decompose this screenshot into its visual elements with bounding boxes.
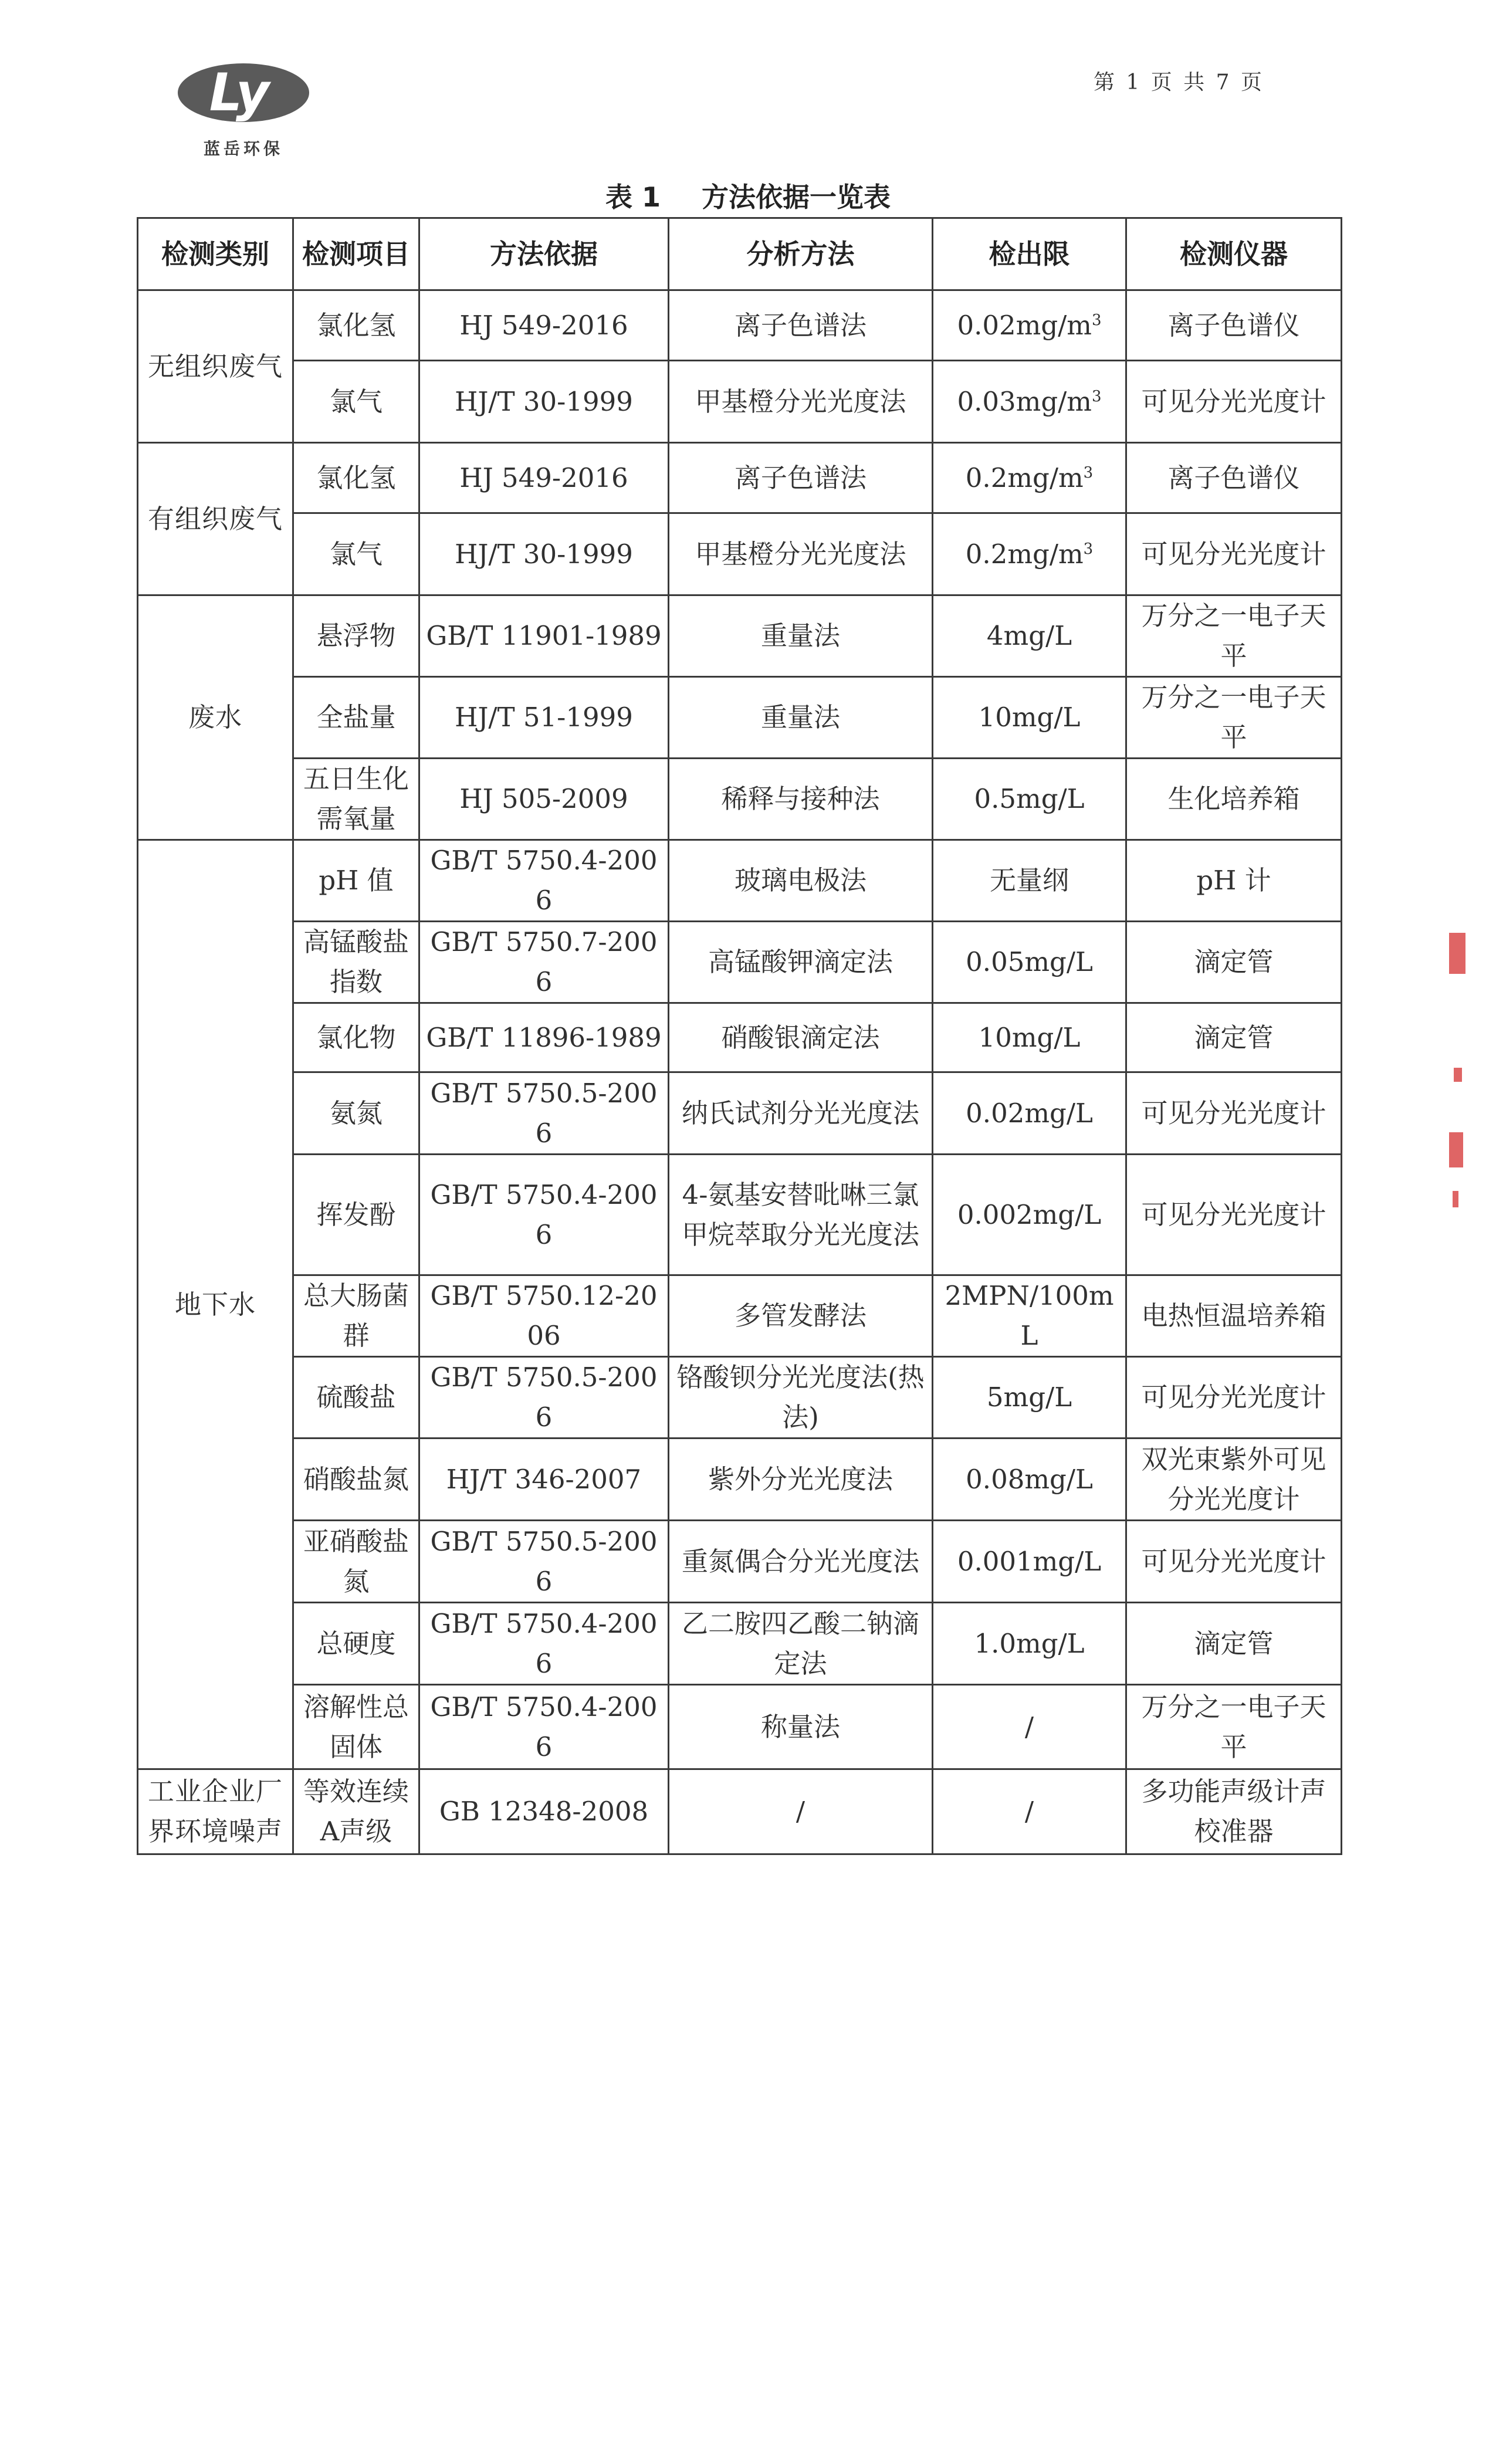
standard-cell: GB/T 5750.5-2006 <box>419 1521 669 1603</box>
category-cell: 有组织废气 <box>138 443 293 595</box>
method-cell: 重氮偶合分光光度法 <box>669 1521 933 1603</box>
standard-cell: HJ 505-2009 <box>419 759 669 840</box>
limit-cell: 5mg/L <box>933 1357 1126 1439</box>
table-row <box>138 290 1342 361</box>
limit-cell: 0.002mg/L <box>933 1155 1126 1275</box>
limit-cell: $0.02mg/m^3$ <box>933 290 1126 361</box>
method-cell: 紫外分光光度法 <box>669 1439 933 1521</box>
limit-cell: 4mg/L <box>933 595 1126 677</box>
table-row <box>138 759 1342 840</box>
category-cell: 地下水 <box>138 840 293 1769</box>
instrument-cell: 万分之一电子天平 <box>1126 595 1342 677</box>
method-cell: 重量法 <box>669 595 933 677</box>
method-cell: 纳氏试剂分光光度法 <box>669 1072 933 1155</box>
instrument-cell: 滴定管 <box>1126 1603 1342 1685</box>
page-counter: 第 1 页 共 7 页 <box>1093 70 1264 94</box>
standard-cell: HJ 549-2016 <box>419 443 669 513</box>
limit-cell: 10mg/L <box>933 677 1126 759</box>
limit-cell: 0.02mg/L <box>933 1072 1126 1155</box>
table-row <box>138 443 1342 513</box>
standard-cell: HJ/T 30-1999 <box>419 361 669 443</box>
item-cell: 氯气 <box>293 361 419 443</box>
item-cell: 氨氮 <box>293 1072 419 1155</box>
item-cell: 氯气 <box>293 513 419 595</box>
table-number: 表 1 <box>605 181 661 213</box>
item-cell: 总大肠菌群 <box>293 1275 419 1357</box>
table-row <box>138 922 1342 1003</box>
method-cell: 铬酸钡分光光度法(热法) <box>669 1357 933 1439</box>
instrument-cell: 可见分光光度计 <box>1126 513 1342 595</box>
limit-cell: 1.0mg/L <box>933 1603 1126 1685</box>
limit-cell: $0.2mg/m^3$ <box>933 513 1126 595</box>
logo-emblem <box>176 59 311 129</box>
method-cell: 硝酸银滴定法 <box>669 1003 933 1072</box>
table-row <box>138 1275 1342 1357</box>
method-cell: 离子色谱法 <box>669 290 933 361</box>
standard-cell: GB/T 11901-1989 <box>419 595 669 677</box>
standard-cell: HJ/T 30-1999 <box>419 513 669 595</box>
table-row <box>138 595 1342 677</box>
table-row <box>138 1603 1342 1685</box>
category-cell: 无组织废气 <box>138 290 293 443</box>
logo-caption: 蓝岳环保 <box>203 139 283 158</box>
standard-cell: GB/T 11896-1989 <box>419 1003 669 1072</box>
instrument-cell: pH 计 <box>1126 840 1342 922</box>
method-cell: 甲基橙分光光度法 <box>669 513 933 595</box>
method-cell: 乙二胺四乙酸二钠滴定法 <box>669 1603 933 1685</box>
standard-cell: GB/T 5750.12-2006 <box>419 1275 669 1357</box>
limit-cell: 无量纲 <box>933 840 1126 922</box>
table-header-row <box>138 218 1342 290</box>
instrument-cell: 可见分光光度计 <box>1126 1155 1342 1275</box>
instrument-cell: 双光束紫外可见分光光度计 <box>1126 1439 1342 1521</box>
item-cell: 硝酸盐氮 <box>293 1439 419 1521</box>
standard-cell: GB/T 5750.4-2006 <box>419 1603 669 1685</box>
standard-cell: HJ/T 346-2007 <box>419 1439 669 1521</box>
item-cell: 挥发酚 <box>293 1155 419 1275</box>
svg-text:Ly: Ly <box>209 62 270 123</box>
table-row <box>138 361 1342 443</box>
instrument-cell: 可见分光光度计 <box>1126 1357 1342 1439</box>
category-cell: 废水 <box>138 595 293 840</box>
method-cell: 高锰酸钾滴定法 <box>669 922 933 1003</box>
table-row <box>138 677 1342 759</box>
table-row <box>138 513 1342 595</box>
instrument-cell: 可见分光光度计 <box>1126 1521 1342 1603</box>
item-cell: 总硬度 <box>293 1603 419 1685</box>
method-cell: 甲基橙分光光度法 <box>669 361 933 443</box>
table-row <box>138 840 1342 922</box>
table-row <box>138 1521 1342 1603</box>
standard-cell: GB 12348-2008 <box>419 1769 669 1854</box>
limit-cell: 2MPN/100mL <box>933 1275 1126 1357</box>
method-cell: / <box>669 1769 933 1854</box>
item-cell: 溶解性总固体 <box>293 1685 419 1769</box>
table-row <box>138 1439 1342 1521</box>
header-item: 检测项目 <box>293 218 419 290</box>
standard-cell: GB/T 5750.7-2006 <box>419 922 669 1003</box>
item-cell: 亚硝酸盐氮 <box>293 1521 419 1603</box>
item-cell: 氯化氢 <box>293 443 419 513</box>
method-cell: 稀释与接种法 <box>669 759 933 840</box>
instrument-cell: 滴定管 <box>1126 922 1342 1003</box>
item-cell: 全盐量 <box>293 677 419 759</box>
table-title <box>0 176 1496 215</box>
company-logo <box>176 59 311 158</box>
instrument-cell: 生化培养箱 <box>1126 759 1342 840</box>
limit-cell: 0.08mg/L <box>933 1439 1126 1521</box>
instrument-cell: 滴定管 <box>1126 1003 1342 1072</box>
stamp-trace <box>1449 933 1465 974</box>
standard-cell: GB/T 5750.4-2006 <box>419 1155 669 1275</box>
category-cell: 工业企业厂界环境噪声 <box>138 1769 293 1854</box>
table-row <box>138 1685 1342 1769</box>
method-cell: 称量法 <box>669 1685 933 1769</box>
table-row <box>138 1769 1342 1854</box>
item-cell: 五日生化需氧量 <box>293 759 419 840</box>
standard-cell: HJ 549-2016 <box>419 290 669 361</box>
table-row <box>138 1003 1342 1072</box>
item-cell: 悬浮物 <box>293 595 419 677</box>
table-row <box>138 1072 1342 1155</box>
limit-cell: 0.05mg/L <box>933 922 1126 1003</box>
header-instrument: 检测仪器 <box>1126 218 1342 290</box>
method-cell: 重量法 <box>669 677 933 759</box>
method-basis-table <box>137 217 1342 1855</box>
limit-cell: 10mg/L <box>933 1003 1126 1072</box>
method-cell: 离子色谱法 <box>669 443 933 513</box>
instrument-cell: 可见分光光度计 <box>1126 1072 1342 1155</box>
standard-cell: GB/T 5750.5-2006 <box>419 1072 669 1155</box>
limit-cell: 0.001mg/L <box>933 1521 1126 1603</box>
method-cell: 4-氨基安替吡啉三氯甲烷萃取分光光度法 <box>669 1155 933 1275</box>
instrument-cell: 多功能声级计声校准器 <box>1126 1769 1342 1854</box>
standard-cell: GB/T 5750.4-2006 <box>419 840 669 922</box>
instrument-cell: 离子色谱仪 <box>1126 290 1342 361</box>
header-limit: 检出限 <box>933 218 1126 290</box>
instrument-cell: 万分之一电子天平 <box>1126 1685 1342 1769</box>
standard-cell: GB/T 5750.5-2006 <box>419 1357 669 1439</box>
item-cell: 氯化物 <box>293 1003 419 1072</box>
instrument-cell: 万分之一电子天平 <box>1126 677 1342 759</box>
table-row <box>138 1357 1342 1439</box>
limit-cell: / <box>933 1685 1126 1769</box>
stamp-trace <box>1454 1068 1462 1082</box>
item-cell: pH 值 <box>293 840 419 922</box>
header-method: 分析方法 <box>669 218 933 290</box>
method-cell: 多管发酵法 <box>669 1275 933 1357</box>
standard-cell: GB/T 5750.4-2006 <box>419 1685 669 1769</box>
header-category: 检测类别 <box>138 218 293 290</box>
stamp-trace <box>1449 1132 1463 1167</box>
method-cell: 玻璃电极法 <box>669 840 933 922</box>
stamp-trace <box>1453 1191 1458 1207</box>
table-title-text: 方法依据一览表 <box>702 181 891 213</box>
instrument-cell: 离子色谱仪 <box>1126 443 1342 513</box>
instrument-cell: 电热恒温培养箱 <box>1126 1275 1342 1357</box>
table-row <box>138 1155 1342 1275</box>
standard-cell: HJ/T 51-1999 <box>419 677 669 759</box>
item-cell: 硫酸盐 <box>293 1357 419 1439</box>
limit-cell: 0.5mg/L <box>933 759 1126 840</box>
limit-cell: / <box>933 1769 1126 1854</box>
item-cell: 氯化氢 <box>293 290 419 361</box>
instrument-cell: 可见分光光度计 <box>1126 361 1342 443</box>
limit-cell: $0.2mg/m^3$ <box>933 443 1126 513</box>
item-cell: 等效连续A声级 <box>293 1769 419 1854</box>
item-cell: 高锰酸盐指数 <box>293 922 419 1003</box>
header-standard: 方法依据 <box>419 218 669 290</box>
limit-cell: $0.03mg/m^3$ <box>933 361 1126 443</box>
